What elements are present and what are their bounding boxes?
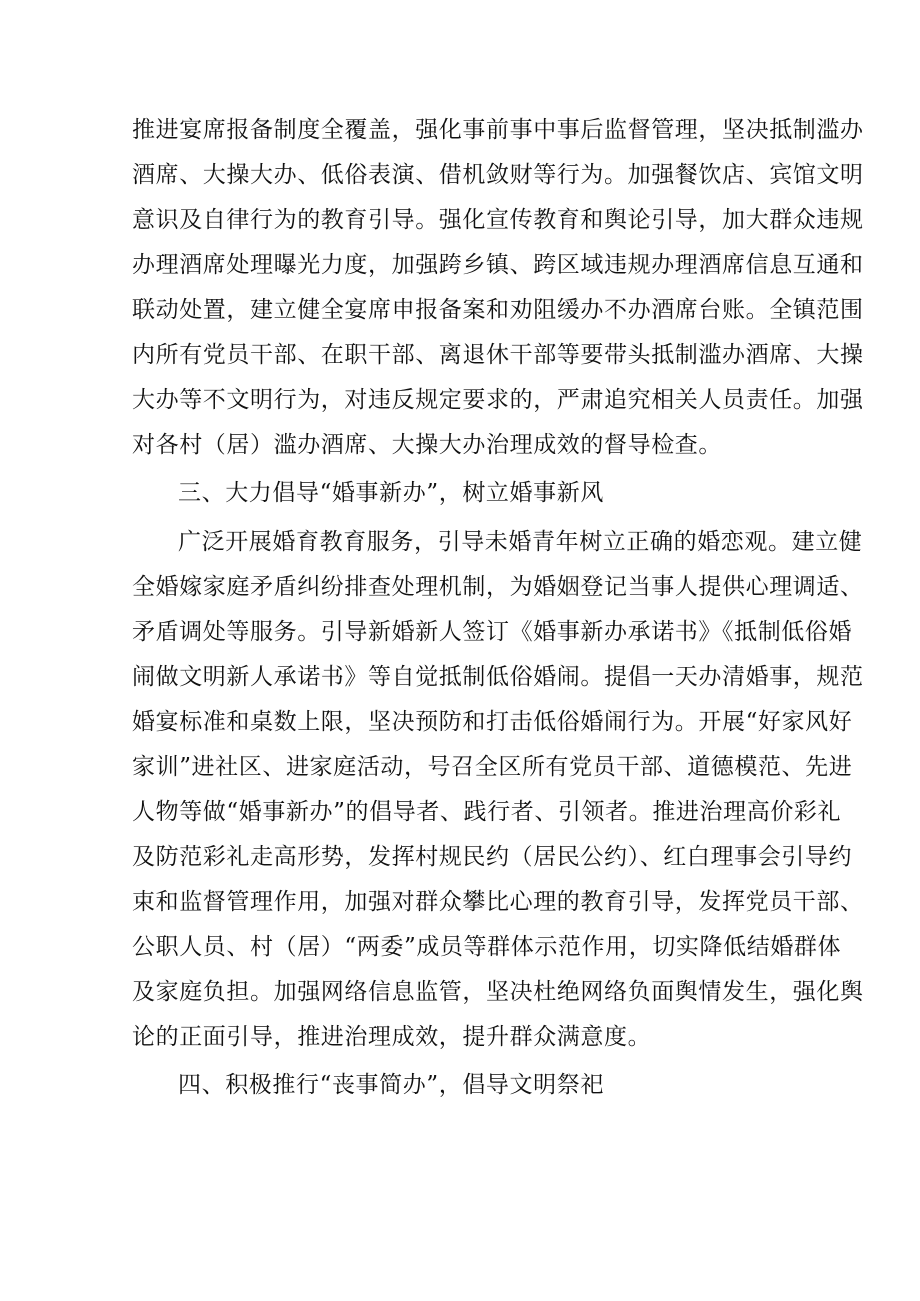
text-line: 束和监督管理作用，加强对群众攀比心理的教育引导，发挥党员干部、: [132, 889, 864, 915]
text-line: 意识及自律行为的教育引导。强化宣传教育和舆论引导，加大群众违规: [132, 207, 864, 233]
text-line: 推进宴席报备制度全覆盖，强化事前事中事后监督管理，坚决抵制滥办: [132, 117, 864, 143]
text-line: 人物等做“婚事新办”的倡导者、践行者、引领者。推进治理高价彩礼: [132, 799, 842, 825]
text-line: 全婚嫁家庭矛盾纠纷排查处理机制，为婚姻登记当事人提供心理调适、: [132, 574, 864, 600]
text-line: 内所有党员干部、在职干部、离退休干部等要带头抵制滥办酒席、大操: [132, 342, 864, 368]
text-line: 家训”进社区、进家庭活动，号召全区所有党员干部、道德模范、先进: [132, 754, 853, 780]
text-line: 大办等不文明行为，对违反规定要求的，严肃追究相关人员责任。加强: [132, 387, 864, 413]
text-line: 矛盾调处等服务。引导新婚新人签订《婚事新办承诺书》《抵制低俗婚: [132, 619, 853, 645]
text-line: 闹做文明新人承诺书》等自觉抵制低俗婚闹。提倡一天办清婚事，规范: [132, 664, 864, 690]
section-heading-3: 三、大力倡导“婚事新办”，树立婚事新风: [178, 480, 604, 506]
text-line: 联动处置，建立健全宴席申报备案和劝阻缓办不办酒席台账。全镇范围: [132, 297, 864, 323]
text-line: 及防范彩礼走高形势，发挥村规民约（居民公约）、红白理事会引导约: [132, 844, 853, 870]
text-line: 及家庭负担。加强网络信息监管，坚决杜绝网络负面舆情发生，强化舆: [132, 979, 864, 1005]
text-line: 广泛开展婚育教育服务，引导未婚青年树立正确的婚恋观。建立健: [178, 529, 863, 555]
text-line: 公职人员、村（居）“两委”成员等群体示范作用，切实降低结婚群体: [132, 934, 842, 960]
text-line: 论的正面引导，推进治理成效，提升群众满意度。: [132, 1024, 652, 1050]
section-heading-4: 四、积极推行“丧事简办”，倡导文明祭祀: [178, 1072, 604, 1098]
text-line: 酒席、大操大办、低俗表演、借机敛财等行为。加强餐饮店、宾馆文明: [132, 162, 864, 188]
text-line: 对各村（居）滥办酒席、大操大办治理成效的督导检查。: [132, 432, 722, 458]
text-line: 婚宴标准和桌数上限，坚决预防和打击低俗婚闹行为。开展“好家风好: [132, 709, 853, 735]
text-line: 办理酒席处理曝光力度，加强跨乡镇、跨区域违规办理酒席信息互通和: [132, 252, 864, 278]
